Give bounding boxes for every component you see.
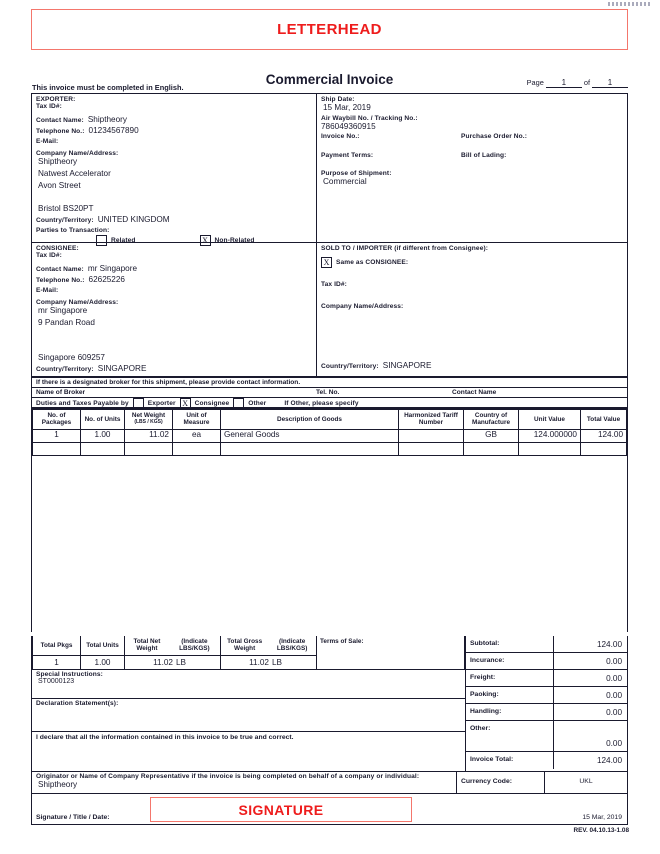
charge-row-handling (466, 704, 627, 721)
consignee-telephone-value: 62625226 (88, 275, 125, 285)
totals-section (31, 636, 628, 772)
exporter-tax-id-label: Tax ID#: (36, 103, 62, 110)
charges-column (466, 636, 627, 771)
charge-label: Incurance: (466, 653, 554, 669)
charge-value: 0.00 (606, 674, 622, 683)
empty-cell (221, 442, 399, 455)
exporter-telephone-label: Telephone No.: (36, 128, 85, 136)
consignee-contact-value: mr Singapore (87, 263, 137, 273)
charge-value: 0.00 (606, 657, 622, 666)
consignee-heading: CONSIGNEE: (36, 245, 79, 252)
exporter-contact-value: Shiptheory (87, 114, 127, 124)
col-tariff-number: Harmonized Tariff Number (399, 410, 464, 430)
totals-table (32, 636, 465, 670)
same-as-consignee-row (321, 257, 623, 268)
consignee-address-line (36, 330, 312, 342)
charge-value: 124.00 (596, 756, 622, 765)
ship-date-value: 15 Mar, 2019 (323, 103, 371, 112)
total-gross-weight-header (221, 636, 317, 655)
charge-label: Handling: (466, 704, 554, 720)
non-related-label: Non-Related (214, 236, 255, 244)
goods-table-empty-rows (33, 442, 627, 455)
signature-placeholder[interactable] (150, 797, 412, 822)
signature-label: Signature / Title / Date: (36, 814, 110, 821)
empty-cell (173, 442, 221, 455)
same-as-consignee-label: Same as CONSIGNEE: (336, 259, 409, 266)
originator-value: Shiptheory (38, 780, 78, 789)
related-checkbox[interactable] (96, 235, 107, 246)
total-net-weight-title: Total Net Weight (133, 638, 161, 653)
goods-table-section (31, 408, 628, 632)
declaration-text: I declare that all the information contained in this invoice to be true and correct. (36, 733, 294, 741)
invoice-no-value (321, 140, 461, 152)
total-gross-weight-cell (221, 655, 317, 669)
consignee-country-row (36, 364, 312, 376)
consignee-country-value: SINGAPORE (97, 364, 147, 374)
sold-to-company-label: Company Name/Address: (321, 303, 404, 310)
shipping-block (317, 94, 627, 242)
charge-value: 0.00 (606, 691, 622, 700)
duties-consignee-checkbox[interactable]: X (180, 398, 191, 409)
consignee-telephone-label: Telephone No.: (36, 277, 85, 285)
consignee-address-line: Singapore 609257 (38, 352, 105, 362)
originator-top-row (32, 772, 627, 794)
page-of-label: of (583, 78, 590, 87)
originator-label: Originator or Name of Company Representative if the invoice is being completed on behalf of a company or individual: (36, 773, 420, 780)
broker-tel-label: Tel. No. (316, 389, 340, 396)
exporter-company-label: Company Name/Address: (36, 150, 119, 158)
parties-left-column (32, 94, 317, 376)
col-total-value: Total Value (581, 410, 627, 430)
goods-table (32, 409, 627, 456)
special-instructions-value: ST0000123 (38, 677, 75, 685)
col-net-weight-title: Net Weight (131, 412, 166, 419)
consignee-address-line: 9 Pandan Road (38, 317, 95, 327)
cell-description: General Goods (221, 429, 399, 442)
exporter-address-line: Bristol BS20PT (38, 203, 94, 213)
consignee-email-row (36, 287, 312, 299)
exporter-country-value: UNITED KINGDOM (97, 215, 170, 225)
total-net-weight-value: 11.02 (153, 657, 173, 667)
ship-date-label: Ship Date: (321, 96, 355, 103)
sold-to-country-label: Country/Territory: (321, 363, 379, 370)
totals-header-row (33, 636, 465, 655)
signature-row (32, 794, 627, 824)
signature-date: 15 Mar, 2019 (582, 814, 622, 821)
cell-net-weight: 11.02 (125, 429, 173, 442)
exporter-telephone-row (36, 126, 312, 138)
empty-cell (464, 442, 519, 455)
declaration-statements-label: Declaration Statement(s): (36, 699, 119, 707)
exporter-heading: EXPORTER: (36, 96, 76, 103)
air-waybill-value: 786049360915 (321, 121, 376, 131)
sold-to-country-row (321, 361, 623, 373)
letterhead-label: LETTERHEAD (277, 21, 382, 38)
duties-consignee-label: Consignee (194, 399, 230, 407)
total-gross-weight-title: Total Gross Weight (227, 638, 263, 653)
exporter-block (32, 94, 316, 245)
bill-of-lading-value (461, 159, 623, 171)
col-description: Description of Goods (221, 410, 399, 430)
total-net-weight-unit: LB (176, 657, 187, 667)
special-instructions-label: Special Instructions: (36, 670, 103, 678)
col-unit-value: Unit Value (519, 410, 581, 430)
charge-row-invoice-total (466, 752, 627, 769)
col-net-weight (125, 410, 173, 430)
exporter-contact-label: Contact Name: (36, 116, 84, 124)
consignee-country-label: Country/Territory: (36, 366, 94, 374)
total-units-value: 1.00 (81, 655, 125, 669)
cell-tariff-number (399, 429, 464, 442)
page-title: Commercial Invoice (265, 72, 394, 87)
cell-packages: 1 (33, 429, 81, 442)
charge-row-packing (466, 687, 627, 704)
exporter-country-row (36, 215, 312, 227)
purchase-order-label: Purchase Order No.: (461, 133, 528, 141)
total-gross-weight-indicate: (Indicate LBS/KGS) (276, 638, 308, 653)
broker-note: If there is a designated broker for this shipment, please provide contact information. (32, 378, 627, 388)
purpose-of-shipment-label: Purpose of Shipment: (321, 170, 392, 178)
page-number: 1 (546, 78, 582, 88)
consignee-tax-id-row (36, 252, 312, 264)
originator-name-block (32, 772, 457, 793)
purpose-of-shipment-value: Commercial (323, 177, 367, 187)
same-as-consignee-checkbox[interactable]: X (321, 257, 332, 268)
payment-terms-value (321, 159, 461, 171)
goods-table-row (33, 429, 627, 442)
exporter-telephone-value: 01234567890 (88, 126, 139, 136)
signature-text: SIGNATURE (238, 801, 324, 818)
broker-section (31, 377, 628, 408)
col-net-weight-sub: (LBS / KGS) (134, 419, 163, 426)
special-instructions-block (32, 670, 465, 699)
total-pkgs-header: Total Pkgs (33, 636, 81, 655)
parties-to-transaction-label: Parties to Transaction: (36, 226, 110, 234)
duties-other-label: Other (248, 399, 267, 407)
totals-left-column (32, 636, 466, 771)
letterhead-placeholder (31, 9, 628, 50)
currency-code-label: Currency Code: (457, 772, 545, 793)
consignee-block (32, 242, 316, 377)
duties-exporter-label: Exporter (147, 399, 176, 407)
payment-terms-label: Payment Terms: (321, 151, 374, 159)
empty-cell (519, 442, 581, 455)
empty-cell (33, 442, 81, 455)
total-net-weight-cell (125, 655, 221, 669)
cell-unit-of-measure: ea (173, 429, 221, 442)
broker-name-label: Name of Broker (36, 389, 86, 396)
charge-value: 0.00 (606, 739, 622, 748)
exporter-email-row (36, 138, 312, 150)
currency-code-value: UKL (579, 778, 593, 785)
empty-cell (581, 442, 627, 455)
duties-other-checkbox[interactable] (233, 398, 244, 409)
language-note: This invoice must be completed in English. (32, 83, 184, 92)
bill-of-lading-label: Bill of Lading: (461, 151, 507, 159)
goods-table-header-row (33, 410, 627, 430)
revision-footer: REV. 04.10.13-1.08 (573, 827, 629, 834)
consignee-address-line: mr Singapore (38, 306, 88, 316)
duties-payable-row (32, 398, 627, 408)
consignee-email-label: E-Mail: (36, 286, 59, 294)
consignee-contact-label: Contact Name: (36, 265, 84, 273)
charge-label: Paoking: (466, 687, 554, 703)
purchase-order-value (461, 140, 623, 152)
consignee-contact-row (36, 264, 312, 276)
declaration-statements-value (36, 707, 461, 719)
invoice-no-label: Invoice No.: (321, 133, 360, 141)
col-unit-of-measure: Unit of Measure (173, 410, 221, 430)
total-pkgs-value: 1 (33, 655, 81, 669)
charge-label: Other: (466, 721, 554, 751)
exporter-tax-id-row (36, 103, 312, 115)
duties-exporter-checkbox[interactable] (133, 398, 144, 409)
total-gross-weight-unit: LB (272, 657, 283, 667)
sold-to-tax-id-label: Tax ID#: (321, 281, 347, 288)
exporter-address-line (36, 192, 312, 204)
col-units: No. of Units (81, 410, 125, 430)
declaration-statements-block (32, 699, 465, 732)
consignee-address-line (36, 341, 312, 353)
cell-units: 1.00 (81, 429, 125, 442)
exporter-email-label: E-Mail: (36, 137, 59, 145)
related-label: Related (111, 236, 136, 244)
consignee-tax-id-label: Tax ID#: (36, 252, 62, 259)
sold-to-block (317, 242, 627, 377)
parties-section (31, 93, 628, 377)
charge-label: Freight: (466, 670, 554, 686)
parties-right-column (317, 94, 627, 376)
page-counter (527, 78, 628, 88)
air-waybill-label: Air Waybill No. / Tracking No.: (321, 114, 418, 122)
duties-other-specify-label: If Other, please specify (284, 399, 359, 407)
total-net-weight-indicate: (Indicate LBS/KGS) (179, 638, 210, 653)
originator-section (31, 772, 628, 825)
charge-row-freight (466, 670, 627, 687)
empty-cell (399, 442, 464, 455)
cell-total-value: 124.00 (581, 429, 627, 442)
exporter-address-line: Avon Street (38, 180, 81, 190)
charge-value: 0.00 (606, 708, 622, 717)
consignee-telephone-row (36, 275, 312, 287)
charge-label: Invoice Total: (466, 752, 554, 769)
sold-to-heading: SOLD TO / IMPORTER (if different from Consignee): (321, 245, 489, 252)
exporter-country-label: Country/Territory: (36, 217, 94, 225)
title-row (31, 70, 628, 92)
page-label: Page (526, 78, 544, 87)
exporter-address-line: Shiptheory (38, 157, 78, 167)
duties-payable-label: Duties and Taxes Payable by (36, 399, 129, 407)
terms-of-sale-header: Terms of Sale: (317, 636, 465, 669)
charge-row-insurance (466, 653, 627, 670)
total-gross-weight-value: 11.02 (249, 657, 269, 667)
charge-label: Subtotal: (466, 636, 554, 652)
cell-country-of-manufacture: GB (464, 429, 519, 442)
non-related-checkbox[interactable]: X (200, 235, 211, 246)
col-country-of-manufacture: Country of Manufacture (464, 410, 519, 430)
exporter-contact-row (36, 115, 312, 127)
total-units-header: Total Units (81, 636, 125, 655)
cell-unit-value: 124.000000 (519, 429, 581, 442)
consignee-company-label: Company Name/Address: (36, 299, 119, 307)
sold-to-country-value: SINGAPORE (382, 361, 432, 370)
total-net-weight-header (125, 636, 221, 655)
charge-row-subtotal (466, 636, 627, 653)
empty-cell (81, 442, 125, 455)
charge-row-other (466, 721, 627, 752)
col-packages: No. of Packages (33, 410, 81, 430)
empty-cell (125, 442, 173, 455)
broker-fields-row (32, 388, 627, 398)
charge-value: 124.00 (596, 640, 622, 649)
scanner-artifact (608, 2, 652, 6)
broker-contact-label: Contact Name (452, 389, 497, 396)
exporter-address-line: Natwest Accelerator (38, 168, 111, 178)
page-total: 1 (592, 78, 628, 88)
